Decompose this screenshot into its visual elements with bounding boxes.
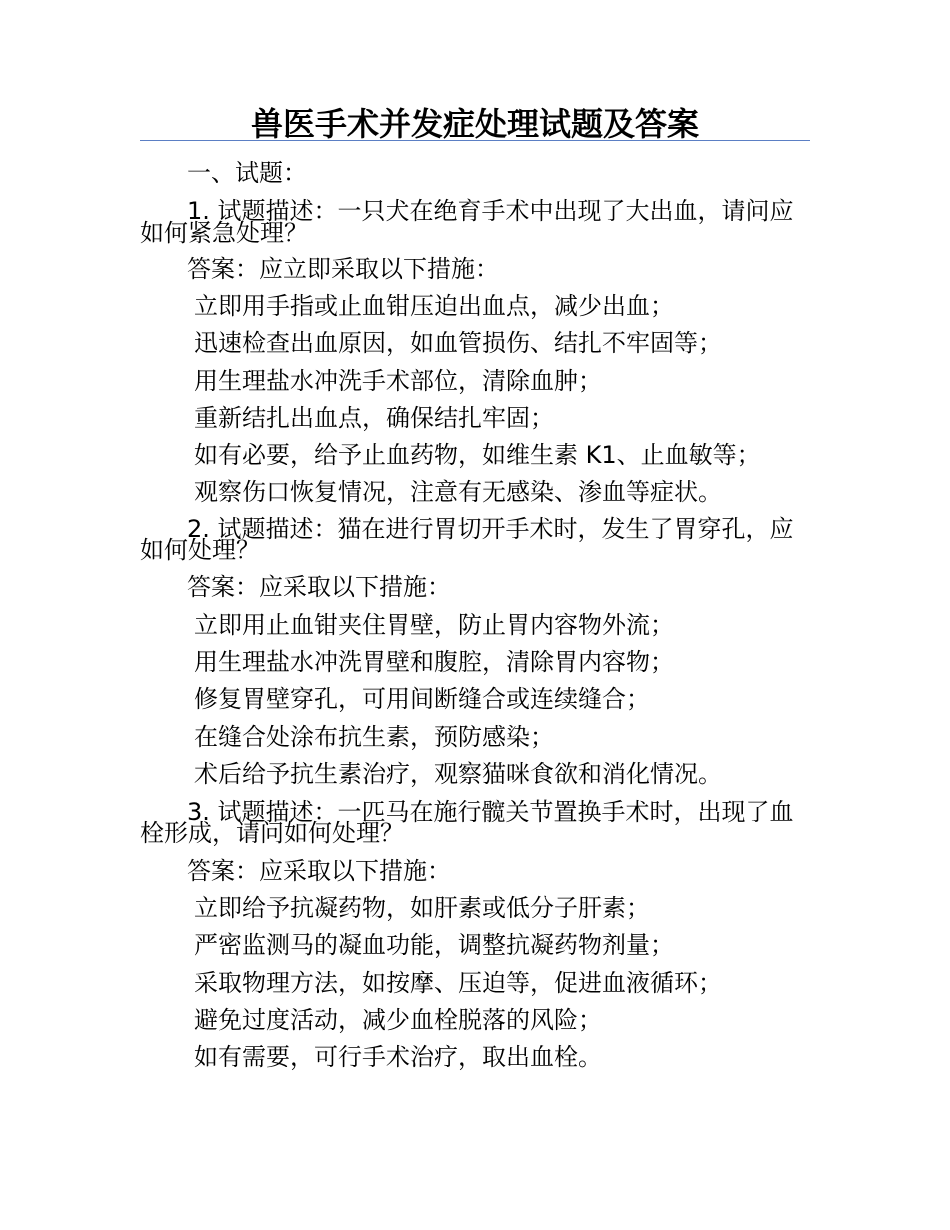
answer-1-step-1: 立即用手指或止血钳压迫出血点，减少出血； xyxy=(194,292,674,320)
answer-3-step-2: 严密监测马的凝血功能，调整抗凝药物剂量； xyxy=(194,931,674,959)
question-1-line-2: 如何紧急处理？ xyxy=(140,219,308,247)
answer-2-intro: 答案：应采取以下措施： xyxy=(187,573,451,601)
answer-1-step-4: 重新结扎出血点，确保结扎牢固； xyxy=(194,404,554,432)
answer-2-step-4: 在缝合处涂布抗生素，预防感染； xyxy=(194,723,554,751)
answer-3-intro: 答案：应采取以下措施： xyxy=(187,857,451,885)
answer-2-step-5: 术后给予抗生素治疗，观察猫咪食欲和消化情况。 xyxy=(194,760,722,788)
document-title: 兽医手术并发症处理试题及答案 xyxy=(250,105,699,143)
answer-2-step-3: 修复胃壁穿孔，可用间断缝合或连续缝合； xyxy=(194,685,650,713)
answer-3-step-5: 如有需要，可行手术治疗，取出血栓。 xyxy=(194,1043,602,1071)
answer-1-step-5: 如有必要，给予止血药物，如维生素 K1、止血敏等； xyxy=(194,441,761,469)
question-3-line-1: 3. 试题描述：一匹马在施行髋关节置换手术时，出现了血 xyxy=(187,798,794,826)
answer-3-step-3: 采取物理方法，如按摩、压迫等，促进血液循环； xyxy=(194,969,722,997)
answer-3-step-1: 立即给予抗凝药物，如肝素或低分子肝素； xyxy=(194,894,650,922)
answer-1-step-3: 用生理盐水冲洗手术部位，清除血肿； xyxy=(194,367,602,395)
title-underline xyxy=(140,140,810,141)
question-2-line-2: 如何处理？ xyxy=(140,536,260,564)
question-1-line-1: 1. 试题描述：一只犬在绝育手术中出现了大出血，请问应 xyxy=(187,197,794,225)
section-heading: 一、试题： xyxy=(187,159,307,187)
answer-2-step-1: 立即用止血钳夹住胃壁，防止胃内容物外流； xyxy=(194,611,674,639)
answer-1-step-6: 观察伤口恢复情况，注意有无感染、渗血等症状。 xyxy=(194,478,722,506)
answer-1-intro: 答案：应立即采取以下措施： xyxy=(187,255,499,283)
answer-3-step-4: 避免过度活动，减少血栓脱落的风险； xyxy=(194,1006,602,1034)
question-3-line-2: 栓形成，请问如何处理？ xyxy=(140,819,404,847)
answer-1-step-2: 迅速检查出血原因，如血管损伤、结扎不牢固等； xyxy=(194,329,722,357)
question-2-line-1: 2. 试题描述：猫在进行胃切开手术时，发生了胃穿孔，应 xyxy=(187,515,794,543)
answer-2-step-2: 用生理盐水冲洗胃壁和腹腔，清除胃内容物； xyxy=(194,648,674,676)
